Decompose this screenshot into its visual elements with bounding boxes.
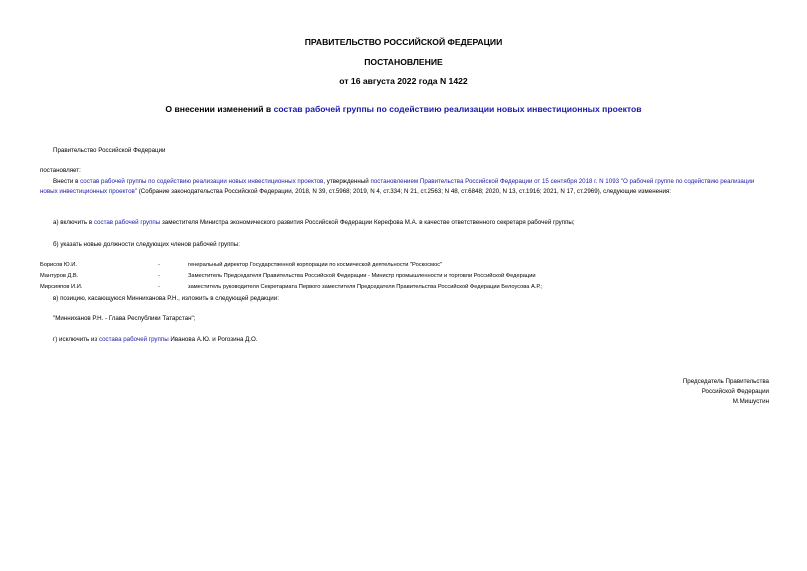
document-type: ПОСТАНОВЛЕНИЕ: [364, 57, 443, 67]
member-dash: -: [158, 284, 160, 290]
main-paragraph: [40, 177, 770, 197]
item-v: в) позицию, касающуюся Минниханова Р.Н., изложить в следующей редакции:: [53, 295, 279, 302]
main-mid: , утвержденный: [323, 178, 371, 185]
item-a-prefix: а) включить в: [53, 219, 94, 226]
main-suffix: (Собрание законодательства Российской Федерации, 2018, N 39, ст.5968; 2019, N 4, ст.334; N 21, ст.2563; N 48, ст.6848; 2020, N 13, ст.1916; 2021, N 17, ст.2969), следующие изменения:: [137, 187, 672, 195]
signature-name: М.Мишустин: [732, 398, 769, 405]
member-position: заместитель руководителя Секретариата Первого заместителя Председателя Правительства Российской Федерации Белоусова А.Р.;: [188, 284, 543, 290]
main-prefix: Внести в: [53, 178, 81, 185]
item-g-prefix: г) исключить из: [53, 336, 99, 343]
member-position: Заместитель Председателя Правительства Российской Федерации - Министр промышленности и торговли Российской Федерации: [188, 273, 536, 279]
member-position: генеральный директор Государственной корпорации по космической деятельности "Роскосмос": [188, 262, 443, 268]
member-name: Мантуров Д.В.: [40, 273, 79, 279]
signature-block: [683, 377, 769, 407]
government-line: Правительство Российской Федерации: [53, 147, 166, 154]
document-date-number: от 16 августа 2022 года N 1422: [339, 76, 468, 86]
member-row: [40, 273, 780, 284]
resolution-link[interactable]: постановлением Правительства Российской Федерации от 15 сентября 2018 г. N 1093 "О рабочей группе по содействию реализации новых инвестиционных проектов": [40, 178, 755, 195]
item-g-suffix: Иванова А.Ю. и Рогозина Д.О.: [168, 336, 258, 343]
decrees-line: постановляет:: [40, 167, 81, 174]
item-g-link[interactable]: состава рабочей группы: [98, 336, 169, 343]
working-group-link[interactable]: состав рабочей группы по содействию реализации новых инвестиционных проектов: [80, 178, 324, 185]
item-g: [53, 335, 258, 345]
signature-title: Председатель Правительства: [682, 378, 769, 385]
member-name: Мирсияпов И.И.: [40, 284, 83, 290]
document-subject: [0, 104, 807, 114]
subject-link[interactable]: состав рабочей группы по содействию реализации новых инвестиционных проектов: [273, 104, 642, 114]
government-title: ПРАВИТЕЛЬСТВО РОССИЙСКОЙ ФЕДЕРАЦИИ: [304, 37, 503, 47]
members-list: [40, 262, 780, 295]
item-a: [53, 218, 575, 228]
member-row: [40, 262, 780, 273]
signature-org: Российской Федерации: [701, 388, 769, 395]
subject-prefix: О внесении изменений в: [165, 104, 274, 114]
item-a-link[interactable]: состав рабочей группы: [93, 219, 161, 226]
member-name: Борисов Ю.И.: [40, 262, 77, 268]
member-dash: -: [158, 273, 160, 279]
item-a-suffix: заместителя Министра экономического развития Российской Федерации Керефова М.А. в качестве ответственного секретаря рабочей группы;: [160, 219, 575, 226]
quoted-position: "Минниханов Р.Н. - Глава Республики Татарстан";: [53, 315, 196, 322]
member-dash: -: [158, 262, 160, 268]
item-b: б) указать новые должности следующих членов рабочей группы:: [53, 241, 240, 248]
